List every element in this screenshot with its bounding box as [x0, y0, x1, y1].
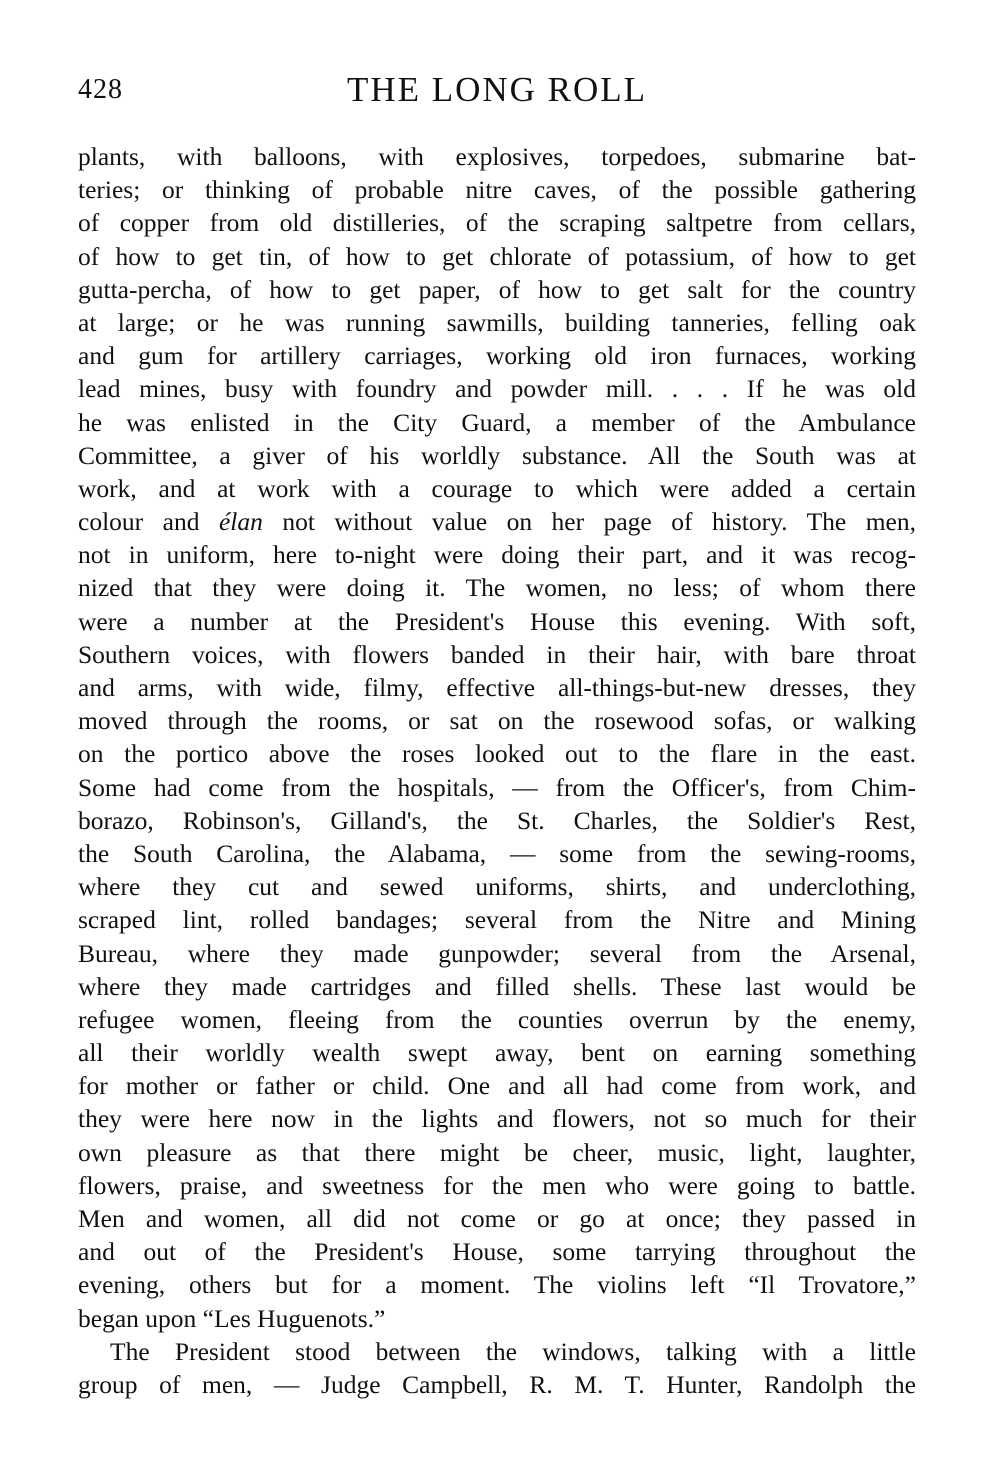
italic-elan: élan [218, 507, 263, 537]
text-line-14: nized that they were doing it. The women, no less; of whom there [78, 573, 916, 603]
running-title: THE LONG ROLL [346, 70, 648, 109]
text-line-8: lead mines, busy with foundry and powder mill. . . . If he was old [78, 374, 916, 404]
text-line-28: all their worldly wealth swept away, bent on earning something [78, 1038, 916, 1068]
line-12-end: not without value on her page of history. The men, [262, 507, 916, 537]
text-line-11: work, and at work with a courage to which were added a certain [78, 473, 916, 503]
text-line-17: and arms, with wide, filmy, effective all-things-but-new dresses, they [78, 673, 916, 702]
page-number: 428 [78, 74, 123, 105]
line-12-start: colour and [78, 507, 219, 537]
text-line-34: and out of the President's House, some tarrying throughout the [78, 1237, 916, 1267]
text-line-4: of how to get tin, of how to get chlorate of potassium, of how to get [78, 241, 916, 271]
text-line-2: teries; or thinking of probable nitre caves, of the possible gathering [78, 175, 916, 205]
text-line-32: flowers, praise, and sweetness for the men who were going to battle. [78, 1170, 916, 1200]
paragraph-2 [78, 1335, 916, 1401]
text-line-25: Bureau, where they made gunpowder; several from the Arsenal, [78, 938, 916, 968]
text-line-13: not in uniform, here to-night were doing their part, and it was recog- [78, 540, 916, 570]
text-line-35: evening, others but for a moment. The violins left “Il Trovatore,” [78, 1270, 916, 1300]
text-line-15: were a number at the President's House this evening. With soft, [78, 606, 916, 636]
text-line-18: moved through the rooms, or sat on the rosewood sofas, or walking [78, 706, 916, 736]
text-line-16: Southern voices, with flowers banded in their hair, with bare throat [78, 639, 916, 669]
text-line-33: Men and women, all did not come or go at once; they passed in [78, 1204, 916, 1233]
text-line-7: and gum for artillery carriages, working old iron furnaces, working [78, 341, 916, 371]
text-line-9: he was enlisted in the City Guard, a member of the Ambulance [78, 407, 916, 437]
text-line-10: Committee, a giver of his worldly substance. All the South was at [78, 440, 916, 470]
text-line-6: at large; or he was running sawmills, building tanneries, felling oak [78, 307, 916, 337]
text-line-26: where they made cartridges and filled shells. These last would be [78, 971, 916, 1001]
text-line-23: where they cut and sewed uniforms, shirts, and underclothing, [78, 872, 916, 902]
text-line-38: group of men, — Judge Campbell, R. M. T. Hunter, Randolph the [78, 1369, 916, 1399]
text-line-20: Some had come from the hospitals, — from the Officer's, from Chim- [78, 772, 916, 802]
text-line-27: refugee women, fleeing from the counties overrun by the enemy, [78, 1004, 916, 1034]
text-line-30: they were here now in the lights and flowers, not so much for their [78, 1104, 916, 1134]
text-line-21: borazo, Robinson's, Gilland's, the St. Charles, the Soldier's Rest, [78, 805, 916, 835]
text-line-19: on the portico above the roses looked out to the flare in the east. [78, 739, 916, 769]
text-line-36: began upon “Les Huguenots.” [78, 1303, 386, 1333]
text-line-12 [78, 505, 916, 538]
text-line-1: plants, with balloons, with explosives, torpedoes, submarine bat- [78, 142, 916, 171]
text-line-3: of copper from old distilleries, of the scraping saltpetre from cellars, [78, 208, 916, 238]
text-line-29: for mother or father or child. One and all had come from work, and [78, 1071, 916, 1101]
running-head [78, 70, 916, 114]
text-line-37: The President stood between the windows, talking with a little [110, 1336, 916, 1366]
paragraph-1 [78, 140, 916, 1335]
text-line-31: own pleasure as that there might be cheer, music, light, laughter, [78, 1137, 916, 1167]
text-line-24: scraped lint, rolled bandages; several from the Nitre and Mining [78, 905, 916, 935]
text-line-5: gutta-percha, of how to get paper, of how to get salt for the country [78, 274, 916, 304]
text-line-22: the South Carolina, the Alabama, — some from the sewing-rooms, [78, 838, 916, 868]
body-text [78, 140, 916, 1401]
